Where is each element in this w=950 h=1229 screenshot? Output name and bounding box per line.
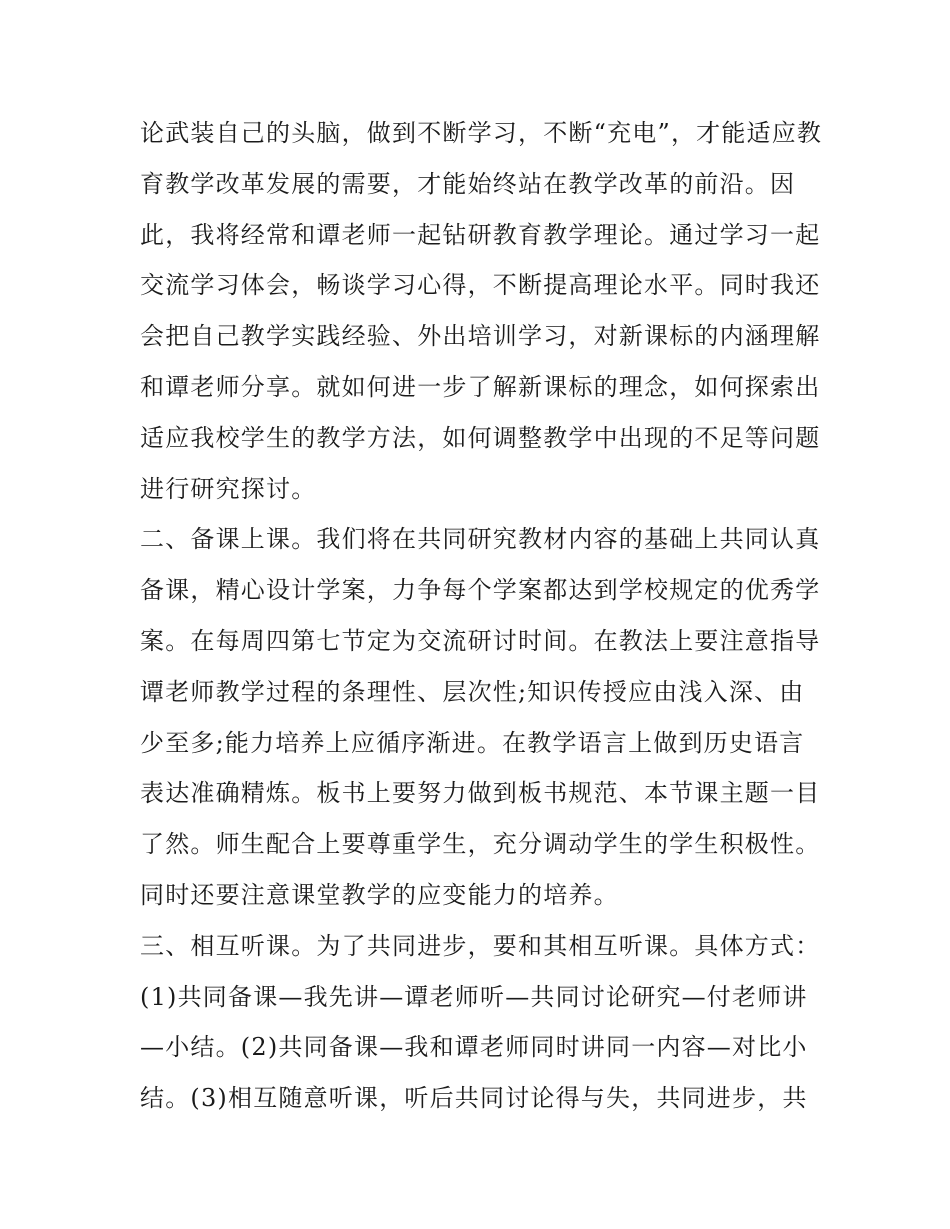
text-line: 谭老师教学过程的条理性、层次性;知识传授应由浅入深、由 bbox=[140, 677, 805, 706]
text-line: 交流学习体会，畅谈学习心得，不断提高理论水平。同时我还 bbox=[140, 271, 821, 300]
text-line: 备课，精心设计学案，力争每个学案都达到学校规定的优秀学 bbox=[140, 576, 821, 605]
text-line: 表达准确精炼。板书上要努力做到板书规范、本节课主题一目 bbox=[140, 779, 821, 808]
text-line: 此，我将经常和谭老师一起钻研教育教学理论。通过学习一起 bbox=[140, 220, 821, 249]
text-line: 了然。师生配合上要尊重学生，充分调动学生的学生积极性。 bbox=[140, 830, 821, 859]
section-heading-line: 二、备课上课。我们将在共同研究教材内容的基础上共同认真 bbox=[140, 525, 821, 554]
text-line: 进行研究探讨。 bbox=[140, 474, 317, 503]
text-line: 和谭老师分享。就如何进一步了解新课标的理念，如何探索出 bbox=[140, 372, 821, 401]
text-line: 结。(3)相互随意听课，听后共同讨论得与失，共同进步，共 bbox=[140, 1084, 808, 1113]
document-body bbox=[140, 108, 823, 1124]
text-line: 育教学改革发展的需要，才能始终站在教学改革的前沿。因 bbox=[140, 169, 796, 198]
text-line: 论武装自己的头脑，做到不断学习，不断“充电”，才能适应教 bbox=[140, 119, 823, 147]
section-heading-line: 三、相互听课。为了共同进步，要和其相互听课。具体方式： bbox=[140, 931, 821, 960]
text-line: 少至多;能力培养上应循序渐进。在教学语言上做到历史语言 bbox=[140, 728, 805, 757]
text-line: 会把自己教学实践经验、外出培训学习，对新课标的内涵理解 bbox=[140, 322, 821, 351]
text-line: —小结。(2)共同备课—我和谭老师同时讲同一内容—对比小 bbox=[140, 1033, 808, 1062]
text-line: 适应我校学生的教学方法，如何调整教学中出现的不足等问题 bbox=[140, 423, 821, 452]
text-line: (1)共同备课—我先讲—谭老师听—共同讨论研究—付老师讲 bbox=[140, 982, 808, 1011]
text-line: 同时还要注意课堂教学的应变能力的培养。 bbox=[140, 880, 619, 909]
text-line: 案。在每周四第七节定为交流研讨时间。在教法上要注意指导 bbox=[140, 626, 821, 655]
